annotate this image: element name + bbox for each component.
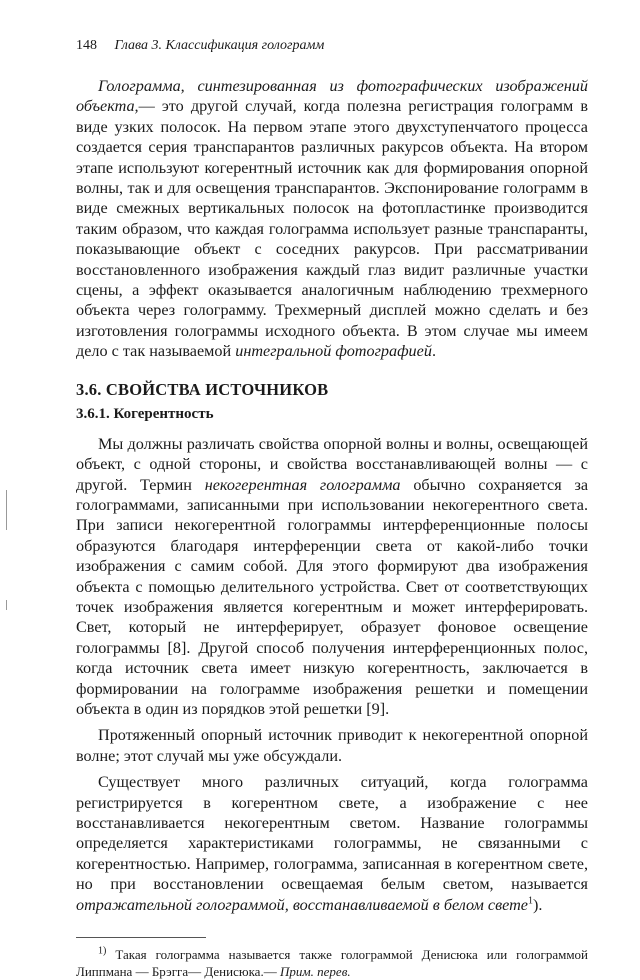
term-synthesized-hologram: Голограмма, синтезированная из фотографических изображений объекта, [76,77,588,116]
term-integral-photography: интегральной фотографией [235,342,432,361]
footnote-divider [76,937,206,938]
chapter-title: Глава 3. Классификация голограмм [114,38,325,53]
footnote-reference[interactable]: 1 [527,895,533,907]
paragraph-situations [76,772,588,915]
term-white-light-reflection-hologram: отражательной голограммой, восстанавливаемой в белом свете [76,895,528,914]
footnote-note: Прим. перев. [279,964,351,980]
paragraph-text: Существует много различных ситуаций, когда голограмма регистрируется в когерентном свете, а изображение с нее восстанавливается некогерентным светом. Название голограммы определяется характеристиками голограммы, не связанными с когерентностью. Например, голограмма, записанная в когерентном свете, но при восстановлении освещаемая белым светом, называется [76,773,588,894]
paragraph-extended-source [76,725,588,766]
paragraph-synthesized-hologram [76,76,588,362]
section-heading: 3.6. СВОЙСТВА ИСТОЧНИКОВ [76,379,329,399]
subsection-heading: 3.6.1. Когерентность [76,405,214,422]
paragraph-coherence [76,434,588,720]
running-header [76,36,588,56]
footnote [76,946,588,980]
paragraph-text: Мы должны различать свойства опорной волны и волны, освещающей объект, с одной стороны, и свойства восстанавливающей волны — с другой. Термин [76,434,588,494]
document-page [76,36,588,980]
term-incoherent-hologram: некогерентная голограмма [204,475,401,494]
paragraph-text: — это другой случай, когда полезна регистрация голограмм в виде узких полосок. На первом этапе этого двухступенчатого процесса создается серия транспарантов различных ракурсов объекта. На втором этапе используют когерентный источник как для формирования опорной волны, так и для освещения транспарантов. Экспонирование голограмм в виде смежных вертикальных полосок на фотопластинке производится таким образом, что каждая голограмма использует разные транспаранты, показывающие объект с соседних ракурсов. При рассматривании восстановленного изображения каждый глаз видит различные участки сцены, а эффект оказывается аналогичным наблюдению трехмерного объекта через голограмму. Трехмерный дисплей можно сделать и без изготовления голограммы исходного объекта. В этом случае мы имеем дело с так называемой [76,97,588,361]
paragraph-end: ). [532,895,543,914]
paragraph-text: обычно сохраняется за голограммами, записанными при использовании некогерентного света. При записи некогерентной голограммы интерференционные полосы образуются благодаря интерференции света от какой-либо точки изображения с самим собой. Для этого формируют два изображения объекта с помощью делительного устройства. Свет от соответствующих точек изображения является когерентным и может интерферировать. Свет, который не интерферирует, образует фоновое освещение голограммы [8]. Другой способ получения интерференционных полос, когда источник света имеет низкую когерентность, заключается в формировании на голограмме изображения решетки и помещении объекта в один из порядков этой решетки [9]. [76,475,589,718]
margin-mark [6,490,7,530]
paragraph-text: Протяженный опорный источник приводит к некогерентной опорной волне; этот случай мы уже обсуждали. [76,726,588,765]
page-number: 148 [76,38,97,53]
paragraph-end: . [431,342,436,361]
footnote-text: Такая голограмма называется также голограммой Денисюка или голограммой Липпмана — Брэгга— Денисюка.— [76,947,589,980]
margin-mark [6,600,7,610]
footnote-marker: 1) [98,945,107,957]
